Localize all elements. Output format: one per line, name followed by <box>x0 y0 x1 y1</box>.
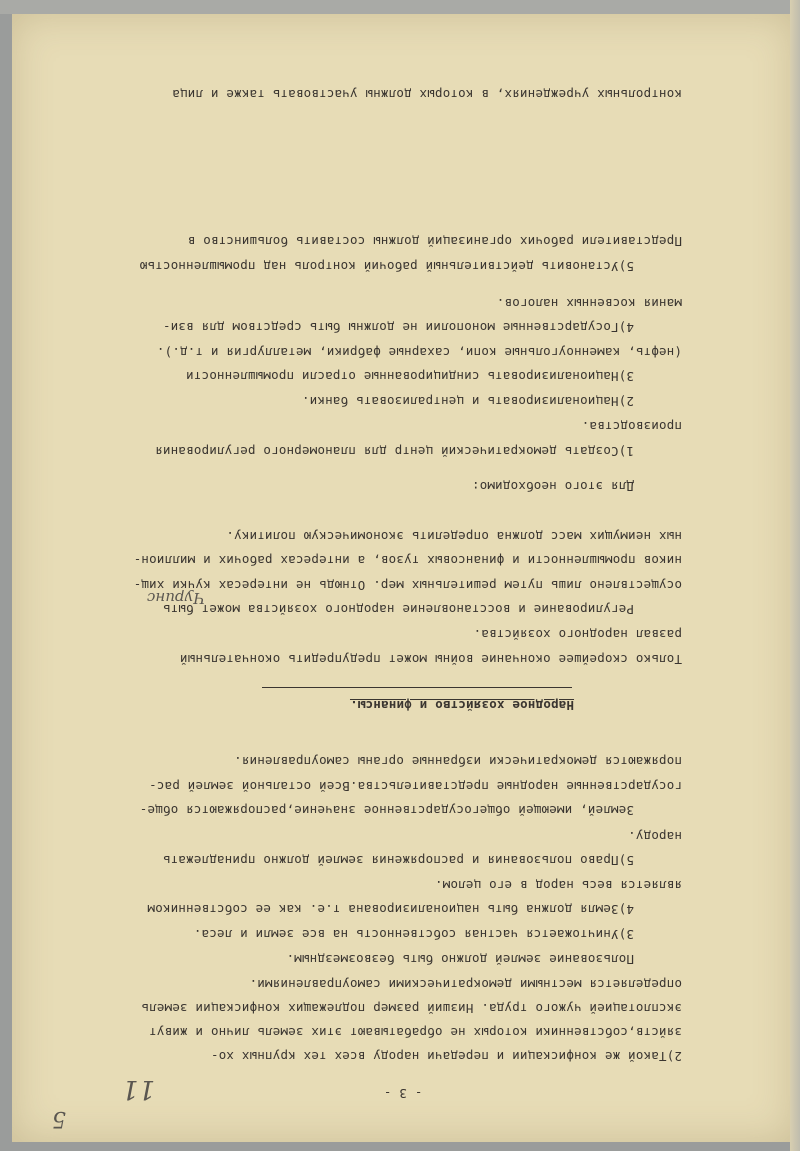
text-line: развал народного хозяйства. <box>473 627 682 642</box>
scan-top-edge <box>0 0 800 14</box>
text-line: 5)Установить действительный рабочий контроль над промышленностью <box>139 259 634 274</box>
text-line: является весь народ в его целом. <box>434 878 682 893</box>
handwritten-signature: Чуринс <box>147 589 205 607</box>
handwritten-folio-number: 11 <box>122 1074 156 1104</box>
text-line: поряжаются демократически избранные органы самоуправления. <box>233 754 682 769</box>
text-line: определяется местными демократическими самоуправлениями. <box>249 977 682 992</box>
text-line: производства. <box>581 419 682 434</box>
text-line: Представители рабочих организаций должны составить большинство в <box>187 234 682 249</box>
text-line: осуществлено лишь путем решительных мер. Отнюдь не интересах кучки хищ- <box>133 578 682 593</box>
text-line: (нефть, каменноугольные копи, сахарные фабрики, металлургия и т.д.). <box>156 345 682 360</box>
text-line: государственные народные представительства.Всей остальной землей рас- <box>148 779 682 794</box>
text-line: зяйств,собственники которых не обрабатывают этих земель лично и живут <box>148 1025 682 1040</box>
handwritten-corner-mark: 5 <box>52 1106 66 1131</box>
document-page <box>12 14 794 1142</box>
text-line: Для этого необходимо: <box>471 479 634 494</box>
text-line: 4)Земля должна быть национализирована т.е. как ее собственником <box>147 902 634 917</box>
text-line: 3)Уничтожается частная собственность на все земли и леса. <box>193 927 634 942</box>
text-line: контрольных учреждениях, в которых должны участвовать также и лица <box>172 87 682 102</box>
text-line: 5)Право пользования и распоряжения землей должно принадлежать <box>162 853 634 868</box>
text-line: Землей, имеющей общегосударственное значение,распоряжаются обще- <box>139 803 634 818</box>
text-line: 2)Национализировать и централизовать банки. <box>301 394 634 409</box>
text-line: народу. <box>627 829 682 844</box>
page-number: - 3 - <box>383 1086 423 1101</box>
scan-right-edge <box>790 0 800 1151</box>
text-line: 4)Государственные монополии не должны быть средством для взи- <box>162 320 634 335</box>
text-line: 2)Такой же конфискации и передачи народу всех тех крупных хо- <box>210 1049 682 1064</box>
text-line: 1)Создать демократический центр для планомерного регулирования <box>155 444 634 459</box>
text-line: ников промышленности и финансовых тузов, а интересах рабочих и миллион- <box>133 553 682 568</box>
text-line: Регулирование и восстановление народного хозяйства может быть <box>162 602 634 617</box>
text-line: эксплотацией чужого труда. Низший размер подлежащих конфискации земель <box>141 1001 682 1016</box>
heading-underline <box>262 687 572 688</box>
text-line: Пользование землей должно быть безвозмездным. <box>286 952 634 967</box>
section-heading: Народное хозяйство и финансы. <box>349 698 575 713</box>
text-line: ных неимущих масс должна определить экономическую политику. <box>226 529 682 544</box>
text-line: 3)Национализировать синдицированные отрасли промышленности <box>185 369 634 384</box>
text-line: мания косвенных налогов. <box>496 296 682 311</box>
text-line: Только скорейшее окончание войны может предупредить окончательный <box>179 652 682 667</box>
upside-down-text-block <box>12 14 794 1142</box>
